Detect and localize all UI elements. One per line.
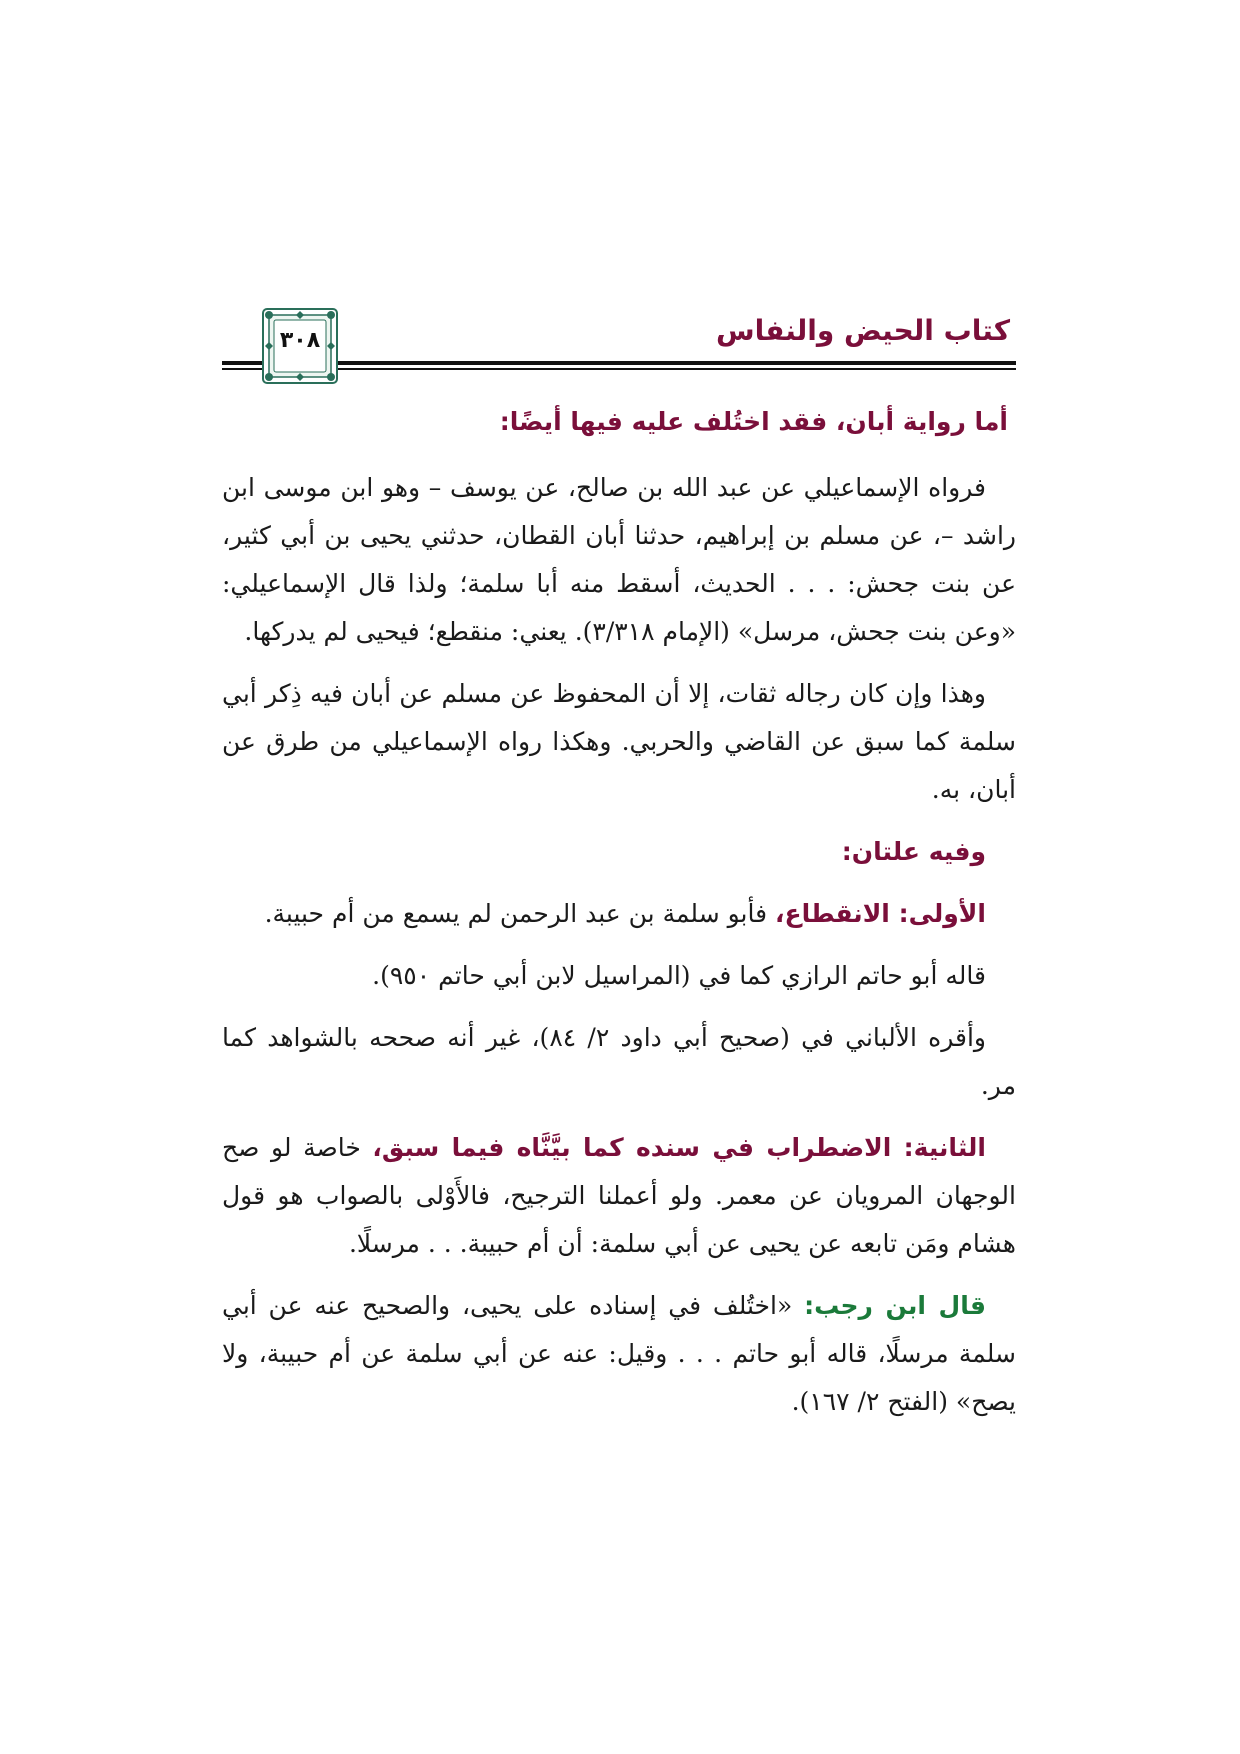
page-number: ٣٠٨ bbox=[279, 328, 321, 353]
second-defect-label: الثانية: الاضطراب في سنده كما بيَّنَّاه فيما سبق، bbox=[372, 1133, 986, 1162]
paragraph-2: وهذا وإن كان رجاله ثقات، إلا أن المحفوظ عن مسلم عن أبان فيه ذِكر أبي سلمة كما سبق عن القاضي والحربي. وهكذا رواه الإسماعيلي من طرق عن أبان، به. bbox=[222, 679, 1016, 804]
header-rule bbox=[222, 361, 1016, 371]
ibn-rajab-label: قال ابن رجب: bbox=[804, 1291, 986, 1320]
first-defect-label: الأولى: الانقطاع، bbox=[775, 899, 986, 928]
book-title: كتاب الحيض والنفاس bbox=[715, 314, 1010, 347]
sub-title: وفيه علتان: bbox=[841, 837, 986, 866]
page-content bbox=[222, 398, 1016, 1440]
paragraph-4: قاله أبو حاتم الرازي كما في (المراسيل لابن أبي حاتم ٩٥٠). bbox=[372, 961, 986, 990]
ornamental-frame-icon bbox=[260, 306, 340, 386]
section-title: أما رواية أبان، فقد اختُلف عليه فيها أيضًا: bbox=[499, 407, 1008, 436]
paragraph-5: وأقره الألباني في (صحيح أبي داود ٢/ ٨٤)، غير أنه صححه بالشواهد كما مر. bbox=[222, 1023, 1016, 1100]
header-rule-thin bbox=[222, 368, 1016, 370]
first-defect-text: فأبو سلمة بن عبد الرحمن لم يسمع من أم حبيبة. bbox=[264, 899, 775, 928]
second-defect-text: خاصة لو صح الوجهان المرويان عن معمر. ولو أعملنا الترجيح، فالأَوْلى بالصواب هو قول هشام ومَن تابعه عن يحيى عن أبي سلمة: أن أم حبيبة. . . مرسلًا. bbox=[222, 1133, 1016, 1258]
paragraph-6 bbox=[222, 1124, 1016, 1268]
paragraph-1: فرواه الإسماعيلي عن عبد الله بن صالح، عن يوسف – وهو ابن موسى ابن راشد –، عن مسلم بن إبراهيم، حدثنا أبان القطان، حدثني يحيى بن أبي كثير، عن بنت جحش: . . . الحديث، أسقط منه أبا سلمة؛ ولذا قال الإسماعيلي: «وعن بنت جحش، مرسل» (الإمام ٣/٣١٨). يعني: منقطع؛ فيحيى لم يدركها. bbox=[222, 473, 1016, 646]
paragraph-7 bbox=[222, 1282, 1016, 1426]
paragraph-3 bbox=[222, 890, 1016, 938]
ibn-rajab-quote: «اختُلف في إسناده على يحيى، والصحيح عنه عن أبي سلمة مرسلًا، قاله أبو حاتم . . . وقيل: عنه عن أبي سلمة عن أم حبيبة، ولا يصح» (الفتح ٢/ ١٦٧). bbox=[222, 1291, 1016, 1416]
page-header bbox=[222, 306, 1016, 386]
header-rule-thick bbox=[222, 361, 1016, 365]
